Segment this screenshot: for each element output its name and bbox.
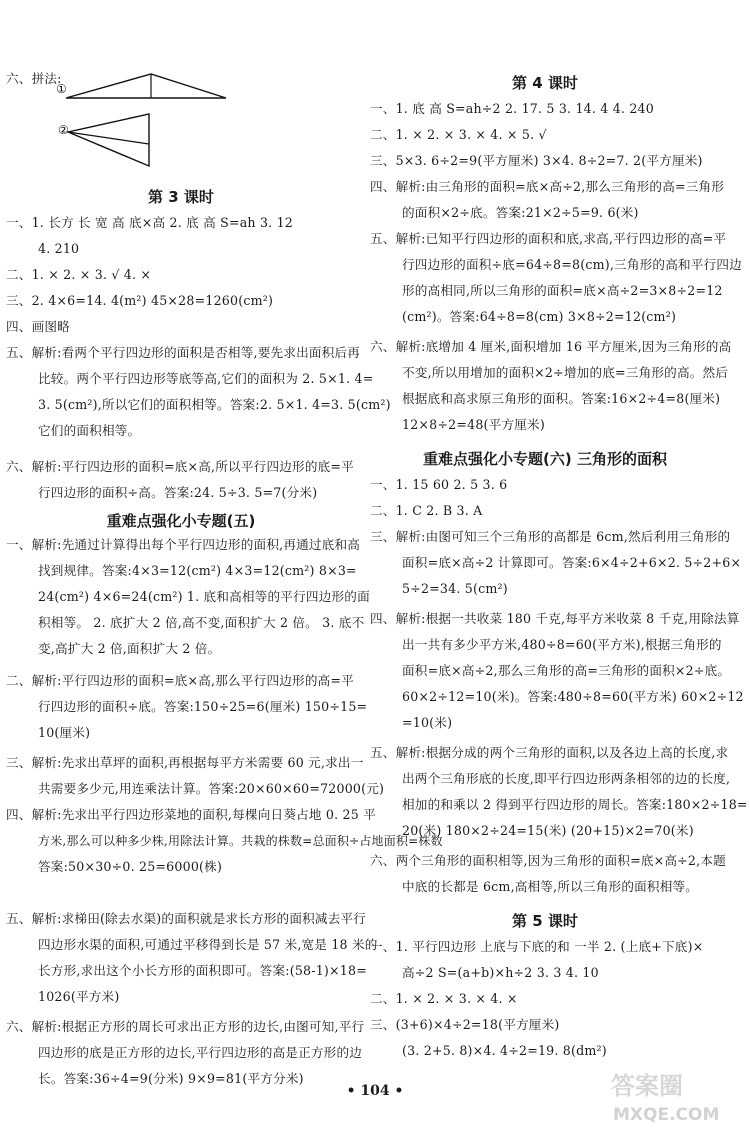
text-line: 一、1. 15 60 2. 5 3. 6 <box>370 477 508 492</box>
figure-1-triangle <box>66 74 226 98</box>
text-line: 5÷2=34. 5(cm²) <box>402 581 508 596</box>
text-line: 三、2. 4×6=14. 4(m²) 45×28=1260(cm²) <box>6 293 274 308</box>
text-line: 高÷2 S=(a+b)×h÷2 3. 3 4. 10 <box>402 965 599 980</box>
text-line: 四边形水渠的面积,可通过平移得到长是 57 米,宽是 18 米的 <box>38 937 378 952</box>
text-line: 出两个三角形底的长度,即平行四边形两条相邻的边的长度, <box>402 771 731 786</box>
text-line: 二、1. × 2. × 3. √ 4. × <box>6 267 152 282</box>
text-line: 中底的长都是 6cm,高相等,所以三角形的面积相等。 <box>402 879 699 894</box>
triangle-puzzle-figure <box>6 66 246 176</box>
heading-lesson-4: 第 4 课时 <box>512 74 578 92</box>
text-line: =10(米) <box>402 715 453 730</box>
text-line: 三、解析:由图可知三个三角形的高都是 6cm,然后利用三角形的 <box>370 529 731 544</box>
text-line: 四、解析:先求出平行四边形菜地的面积,每棵向日葵占地 0. 25 平 <box>6 807 376 822</box>
text-line: 相加的和乘以 2 得到平行四边形的周长。答案:180×2÷18= <box>402 797 748 812</box>
text-line: 二、解析:平行四边形的面积=底×高,那么平行四边形的高=平 <box>6 673 354 688</box>
text-line: 六、解析:根据正方形的周长可求出正方形的边长,由图可知,平行 <box>6 1019 365 1034</box>
text-line: 一、解析:先通过计算得出每个平行四边形的面积,再通过底和高 <box>6 537 361 552</box>
text-line: 行四边形的面积÷底。答案:150÷25=6(厘米) 150÷15= <box>38 699 368 714</box>
text-line: 的面积×2÷底。答案:21×2÷5=9. 6(米) <box>402 205 639 220</box>
text-line: 五、解析:根据分成的两个三角形的面积,以及各边上高的长度,求 <box>370 745 729 760</box>
watermark-bottom: MXQE.COM <box>613 1105 720 1125</box>
text-line: 六、解析:底增加 4 厘米,面积增加 16 平方厘米,因为三角形的高 <box>370 339 732 354</box>
text-line: (cm²)。答案:64÷8=8(cm) 3×8÷2=12(cm²) <box>402 309 677 324</box>
figure-label-2: ② <box>58 123 69 137</box>
page-number: • 104 • <box>346 1083 404 1099</box>
text-line: 方米,那么可以种多少株,用除法计算。共栽的株数=总面积÷占地面积=株数 <box>38 834 443 848</box>
text-line: 四、画图略 <box>6 319 70 334</box>
text-line: 三、5×3. 6÷2=9(平方厘米) 3×4. 8÷2=7. 2(平方厘米) <box>370 153 703 168</box>
text-line: 答案:50×30÷0. 25=6000(株) <box>38 859 223 874</box>
text-line: 二、1. C 2. B 3. A <box>370 503 483 518</box>
heading-lesson-3: 第 3 课时 <box>148 188 214 206</box>
figure-2-divider <box>68 132 149 144</box>
heading-topic-6: 重难点强化小专题(六) 三角形的面积 <box>423 450 667 468</box>
text-line: 一、1. 底 高 S=ah÷2 2. 17. 5 3. 14. 4 4. 240 <box>370 101 654 116</box>
text-line: 形的高相同,所以三角形的面积=底×高÷2=3×8÷2=12 <box>402 283 723 298</box>
text-line: 10(厘米) <box>38 725 91 740</box>
text-line: 四、解析:由三角形的面积=底×高÷2,那么三角形的高=三角形 <box>370 179 725 194</box>
text-line: 面积=底×高÷2,那么三角形的高=三角形的面积×2÷底。 <box>402 663 731 678</box>
text-line: 行四边形的面积÷高。答案:24. 5÷3. 5=7(分米) <box>38 485 318 500</box>
figure-2-triangle <box>68 114 149 166</box>
text-line: 共需要多少元,用连乘法计算。答案:20×60×60=72000(元) <box>38 781 385 796</box>
text-line: 比较。两个平行四边形等底等高,它们的面积为 2. 5×1. 4= <box>38 371 374 386</box>
text-line: (3. 2+5. 8)×4. 4÷2=19. 8(dm²) <box>402 1043 607 1058</box>
text-line: 不变,所以用增加的面积×2÷增加的底=三角形的高。然后 <box>402 365 729 380</box>
text-line: 12×8÷2=48(平方厘米) <box>402 417 545 432</box>
text-line: 三、(3+6)×4÷2=18(平方厘米) <box>370 1017 560 1032</box>
watermark-top: 答案圈 <box>611 1072 683 1100</box>
text-line: 六、两个三角形的面积相等,因为三角形的面积=底×高÷2,本题 <box>370 853 726 868</box>
text-line: 行四边形的面积÷底=64÷8=8(cm),三角形的高和平行四边 <box>402 257 742 272</box>
text-line: 1026(平方米) <box>38 989 120 1004</box>
text-line: 一、1. 平行四边形 上底与下底的和 一半 2. (上底+下底)× <box>370 939 704 954</box>
text-line: 五、解析:求梯田(除去水渠)的面积就是求长方形的面积减去平行 <box>6 911 367 926</box>
text-line: 20(米) 180×2÷24=15(米) (20+15)×2=70(米) <box>402 823 694 838</box>
heading-topic-5: 重难点强化小专题(五) <box>106 512 256 530</box>
text-line: 二、1. × 2. × 3. × 4. × <box>370 991 518 1006</box>
text-line: 长。答案:36÷4=9(分米) 9×9=81(平方分米) <box>38 1071 304 1086</box>
text-line: 五、解析:看两个平行四边形的面积是否相等,要先求出面积后再 <box>6 345 361 360</box>
text-line: 四边形的底是正方形的边长,平行四边形的高是正方形的边 <box>38 1045 363 1060</box>
text-line: 二、1. × 2. × 3. × 4. × 5. √ <box>370 127 547 142</box>
text-line: 它们的面积相等。 <box>38 423 141 438</box>
text-line: 根据底和高求原三角形的面积。答案:16×2÷4=8(厘米) <box>402 391 721 406</box>
text-line: 面积=底×高÷2 计算即可。答案:6×4÷2+6×2. 5÷2+6× <box>402 555 742 570</box>
text-line: 找到规律。答案:4×3=12(cm²) 4×3=12(cm²) 8×3= <box>38 563 357 578</box>
watermark-logo <box>607 1064 742 1126</box>
text-line: 60×2÷12=10(米)。答案:480÷8=60(平方米) 60×2÷12 <box>402 689 744 704</box>
text-line: 五、解析:已知平行四边形的面积和底,求高,平行四边形的高=平 <box>370 231 727 246</box>
text-line: 六、解析:平行四边形的面积=底×高,所以平行四边形的底=平 <box>6 459 354 474</box>
text-line: 24(cm²) 4×6=24(cm²) 1. 底和高相等的平行四边形的面 <box>38 589 370 604</box>
text-line: 3. 5(cm²),所以它们的面积相等。答案:2. 5×1. 4=3. 5(cm²) <box>38 397 391 412</box>
section-6-label: 六、拼法: <box>6 71 62 86</box>
text-line: 变,高扩大 2 倍,面积扩大 2 倍。 <box>38 641 221 656</box>
text-line: 出一共有多少平方米,480÷8=60(平方米),根据三角形的 <box>402 637 722 652</box>
text-line: 四、解析:根据一共收菜 180 千克,每平方米收菜 8 千克,用除法算 <box>370 611 740 626</box>
text-line: 积相等。 2. 底扩大 2 倍,高不变,面积扩大 2 倍。 3. 底不 <box>38 615 365 630</box>
heading-lesson-5: 第 5 课时 <box>512 912 578 930</box>
text-line: 一、1. 长方 长 宽 高 底×高 2. 底 高 S=ah 3. 12 <box>6 215 293 230</box>
text-line: 三、解析:先求出草坪的面积,再根据每平方米需要 60 元,求出一 <box>6 755 364 770</box>
text-line: 4. 210 <box>38 241 80 256</box>
text-line: 长方形,求出这个小长方形的面积即可。答案:(58-1)×18= <box>38 963 367 978</box>
figure-label-1: ① <box>56 82 67 96</box>
